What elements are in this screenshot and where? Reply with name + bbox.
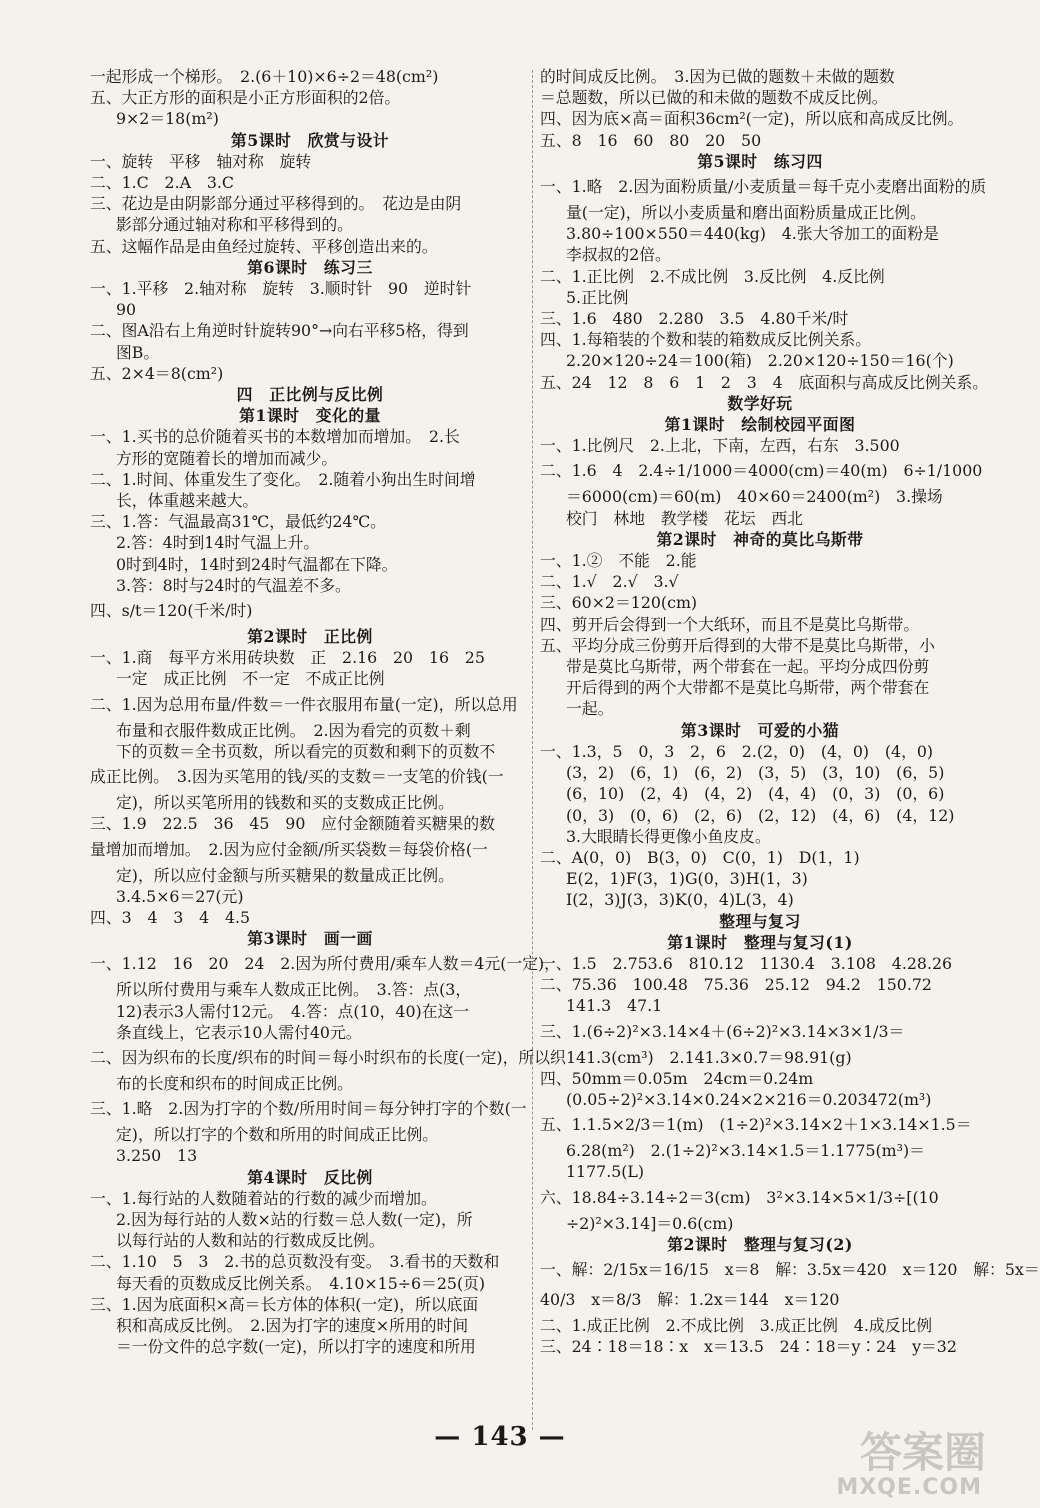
answer-line: 二、1.时间、体重发生了变化。 2.随着小狗出生时间增 xyxy=(90,469,476,489)
answer-line: 开后得到的两个大带都不是莫比乌斯带，两个带套在 xyxy=(566,678,930,698)
answer-line: 二、1.成正比例 2.不成比例 3.成正比例 4.成反比例 xyxy=(540,1315,933,1335)
answer-line: 四、因为底×高＝面积36cm²(一定)，所以底和高成反比例。 xyxy=(540,109,964,129)
answer-line: 5.正比例 xyxy=(566,287,629,307)
answer-line: 3.大眼睛长得更像小鱼皮皮。 xyxy=(566,826,771,846)
answer-line: 2.因为每行站的人数×站的行数＝总人数(一定)，所 xyxy=(116,1209,473,1229)
answer-line: 一起。 xyxy=(566,699,614,719)
answer-line: 四、50mm＝0.05m 24cm＝0.24m xyxy=(540,1068,814,1088)
answer-line: 校门 林地 教学楼 花坛 西北 xyxy=(566,508,803,528)
answer-line: 五、8 16 60 80 20 50 xyxy=(540,130,762,150)
answer-line: 90 xyxy=(116,300,137,320)
answer-line: 三、1.9 22.5 36 45 90 应付金额随着买糖果的数 xyxy=(90,814,495,834)
answer-line: 三、1.略 2.因为打字的个数/所用时间＝每分钟打字的个数(一 xyxy=(90,1099,527,1119)
answer-line: 141.3 47.1 xyxy=(566,996,663,1016)
answer-line: 定)，所以买笔所用的钱数和买的支数成正比例。 xyxy=(116,793,454,813)
answer-line: (0，3) (0，6) (2，6) (2，12) (4，6) (4，12) xyxy=(566,805,955,825)
answer-line: 三、60×2＝120(cm) xyxy=(540,593,698,613)
answer-line: E(2，1)F(3，1)G(0，3)H(1，3) xyxy=(566,869,808,889)
answer-line: 四、s/t＝120(千米/时) xyxy=(90,601,253,621)
answer-line: 一、1.平移 2.轴对称 旋转 3.顺时针 90 逆时针 xyxy=(90,279,472,299)
answer-line: ＝一份文件的总字数(一定)，所以打字的速度和所用 xyxy=(116,1337,476,1357)
answer-line: 五、这幅作品是由鱼经过旋转、平移创造出来的。 xyxy=(90,236,438,256)
answer-line: 每天看的页数成反比例关系。 4.10×15÷6＝25(页) xyxy=(116,1273,486,1293)
section-heading: 第5课时 练习四 xyxy=(697,151,823,171)
answer-line: 三、花边是由阴影部分通过平移得到的。 花边是由阴 xyxy=(90,194,462,214)
answer-line: 三、1.因为底面积×高＝长方体的体积(一定)，所以底面 xyxy=(90,1294,479,1314)
answer-line: 五、24 12 8 6 1 2 3 4 底面积与高成反比例关系。 xyxy=(540,372,989,392)
section-heading: 第2课时 整理与复习(2) xyxy=(667,1234,853,1254)
answer-line: 李叔叔的2倍。 xyxy=(566,245,671,265)
answer-line: 40/3 x＝8/3 解：1.2x＝144 x＝120 xyxy=(540,1289,840,1309)
answer-line: 以每行站的人数和站的行数成反比例。 xyxy=(116,1231,385,1251)
answer-line: ÷2)²×3.14]＝0.6(cm) xyxy=(566,1213,734,1233)
answer-line: 二、1.C 2.A 3.C xyxy=(90,173,234,193)
answer-line: 布的长度和织布的时间成正比例。 xyxy=(116,1073,353,1093)
watermark-logo: 答案圈 xyxy=(859,1428,986,1477)
section-heading: 数学好玩 xyxy=(727,393,793,413)
answer-line: 一、1.买书的总价随着买书的本数增加而增加。 2.长 xyxy=(90,427,460,447)
answer-line: 三、1.(6÷2)²×3.14×4＋(6÷2)²×3.14×3×1/3＝ xyxy=(540,1021,905,1041)
answer-line: 定)，所以应付金额与所买糖果的数量成正比例。 xyxy=(116,865,454,885)
right-column xyxy=(540,66,1040,1357)
answer-line: 9×2＝18(m²) xyxy=(116,109,219,129)
answer-line: 3.4.5×6＝27(元) xyxy=(116,886,244,906)
section-heading: 第1课时 绘制校园平面图 xyxy=(664,415,856,435)
answer-line: 一、旋转 平移 轴对称 旋转 xyxy=(90,151,312,171)
answer-line: 一、1.3，5 0，3 2，6 2.(2，0) (4，0) (4，0) xyxy=(540,741,934,761)
answer-line: I(2，3)J(3，3)K(0，4)L(3，4) xyxy=(566,890,794,910)
answer-line: 定)，所以打字的个数和所用的时间成正比例。 xyxy=(116,1125,439,1145)
answer-line: 量增加而增加。 2.因为应付金额/所买袋数＝每袋价格(一 xyxy=(90,839,488,859)
answer-line: (0.05÷2)²×3.14×0.24×2×216＝0.203472(m³) xyxy=(566,1089,932,1109)
answer-line: 六、18.84÷3.14÷2＝3(cm) 3²×3.14×5×1/3÷[(10 xyxy=(540,1187,939,1207)
answer-line: 二、因为织布的长度/织布的时间＝每小时织布的长度(一定)，所以织 xyxy=(90,1047,566,1067)
page-number: — 143 — xyxy=(434,1422,566,1452)
answer-line: 一、1.略 2.因为面粉质量/小麦质量＝每千克小麦磨出面粉的质 xyxy=(540,177,987,197)
answer-line: 一、1.每行站的人数随着站的行数的减少而增加。 xyxy=(90,1188,437,1208)
section-heading: 第3课时 可爱的小猫 xyxy=(680,720,840,740)
answer-line: 五、2×4＝8(cm²) xyxy=(90,363,224,383)
answer-line: 量(一定)，所以小麦质量和磨出面粉质量成正比例。 xyxy=(566,203,926,223)
answer-line: 2.20×120÷24＝100(箱) 2.20×120÷150＝16(个) xyxy=(566,351,954,371)
answer-line: 五、平均分成三份剪开后得到的大带不是莫比乌斯带，小 xyxy=(540,635,935,655)
answer-line: 图B。 xyxy=(116,342,160,362)
answer-line: 3.答：8时与24时的气温差不多。 xyxy=(116,575,351,595)
answer-line: 一、解：2/15x＝16/15 x＝8 解：3.5x＝420 x＝120 解：5x＝ xyxy=(540,1259,1040,1279)
answer-line: 三、24∶18＝18∶x x＝13.5 24∶18＝y∶24 y＝32 xyxy=(540,1337,957,1357)
section-heading: 四 正比例与反比例 xyxy=(236,385,384,405)
answer-line: 3.250 13 xyxy=(116,1146,198,1166)
answer-line: 带是莫比乌斯带，两个带套在一起。平均分成四份剪 xyxy=(566,657,930,677)
section-heading: 整理与复习 xyxy=(719,911,801,931)
answer-line: 12)表示3人需付12元。 4.答：点(10，40)在这一 xyxy=(116,1001,470,1021)
section-heading: 第1课时 变化的量 xyxy=(239,406,381,426)
answer-line: ＝6000(cm)＝60(m) 40×60＝2400(m²) 3.操场 xyxy=(566,487,943,507)
answer-line: 二、75.36 100.48 75.36 25.12 94.2 150.72 xyxy=(540,975,932,995)
section-heading: 第2课时 神奇的莫比乌斯带 xyxy=(656,529,864,549)
answer-line: 一、1.12 16 20 24 2.因为所付费用/乘车人数＝4元(一定)， xyxy=(90,954,560,974)
watermark-url: MXQE.COM xyxy=(836,1475,982,1500)
answer-line: 的时间成反比例。 3.因为已做的题数＋未做的题数 xyxy=(540,67,895,86)
answer-line: 0时到4时，14时到24时气温都在下降。 xyxy=(116,554,398,574)
answer-line: 141.3(cm³) 2.141.3×0.7＝98.91(g) xyxy=(566,1047,852,1067)
answer-line: 三、1.6 480 2.280 3.5 4.80千米/时 xyxy=(540,309,849,329)
answer-line: 二、1.6 4 2.4÷1/1000＝4000(cm)＝40(m) 6÷1/1000 xyxy=(540,461,983,481)
answer-line: 所以所付费用与乘车人数成正比例。 3.答：点(3， xyxy=(116,980,472,1000)
answer-line: 下的页数＝全书页数，所以看完的页数和剩下的页数不 xyxy=(116,741,496,761)
answer-line: 6.28(m²) 2.(1÷2)²×3.14×1.5＝1.1775(m³)＝ xyxy=(566,1141,925,1161)
answer-line: 条直线上，它表示10人需付40元。 xyxy=(116,1022,362,1042)
answer-line: 长，体重越来越大。 xyxy=(116,491,259,511)
answer-line: 2.答：4时到14时气温上升。 xyxy=(116,533,320,553)
answer-line: 四、剪开后会得到一个大纸环，而且不是莫比乌斯带。 xyxy=(540,614,920,634)
answer-line: 一起形成一个梯形。 2.(6＋10)×6÷2＝48(cm²) xyxy=(90,67,439,86)
answer-line: 四、1.每箱装的个数和装的箱数成反比例关系。 xyxy=(540,330,872,350)
answer-line: 二、1.正比例 2.不成比例 3.反比例 4.反比例 xyxy=(540,266,885,286)
section-heading: 第6课时 练习三 xyxy=(247,257,373,277)
answer-line: 五、1.1.5×2/3＝1(m) (1÷2)²×3.14×2＋1×3.14×1.5＝ xyxy=(540,1115,972,1135)
answer-line: (6，10) (2，4) (4，2) (4，4) (0，3) (0，6) xyxy=(566,784,945,804)
answer-line: 成正比例。 3.因为买笔用的钱/买的支数＝一支笔的价钱(一 xyxy=(90,767,504,787)
column-divider xyxy=(532,70,533,1430)
answer-line: 五、大正方形的面积是小正方形面积的2倍。 xyxy=(90,88,401,108)
answer-line: 一、1.商 每平方米用砖块数 正 2.16 20 16 25 xyxy=(90,648,485,668)
answer-line: 影部分通过轴对称和平移得到的。 xyxy=(116,215,353,235)
left-column xyxy=(90,66,566,1357)
answer-line: 二、A(0，0) B(3，0) C(0，1) D(1，1) xyxy=(540,847,860,867)
section-heading: 第1课时 整理与复习(1) xyxy=(667,932,853,952)
answer-line: 一、1.比例尺 2.上北，下南，左西，右东 3.500 xyxy=(540,436,900,456)
answer-line: 二、图A沿右上角逆时针旋转90°→向右平移5格，得到 xyxy=(90,321,469,341)
section-heading: 第2课时 正比例 xyxy=(247,627,373,647)
answer-line: 布量和衣服件数成正比例。 2.因为看完的页数＋剩 xyxy=(116,720,471,740)
answer-line: 三、1.答：气温最高31℃，最低约24℃。 xyxy=(90,512,386,532)
section-heading: 第3课时 画一画 xyxy=(247,929,373,949)
answer-line: ＝总题数，所以已做的和未做的题数不成反比例。 xyxy=(540,88,888,108)
answer-line: 四、3 4 3 4 4.5 xyxy=(90,907,251,927)
answer-line: 二、1.因为总用布量/件数＝一件衣服用布量(一定)，所以总用 xyxy=(90,694,518,714)
answer-line: 一定 成正比例 不一定 不成正比例 xyxy=(116,669,385,689)
answer-line: 积和高成反比例。 2.因为打字的速度×所用的时间 xyxy=(116,1315,469,1335)
answer-line: 方形的宽随着长的增加而减少。 xyxy=(116,448,338,468)
answer-line: 一、1.② 不能 2.能 xyxy=(540,551,697,571)
section-heading: 第4课时 反比例 xyxy=(247,1167,373,1187)
answer-line: 一、1.5 2.753.6 810.12 1130.4 3.108 4.28.26 xyxy=(540,953,953,973)
answer-line: (3，2) (6，1) (6，2) (3，5) (3，10) (6，5) xyxy=(566,763,945,783)
section-heading: 第5课时 欣赏与设计 xyxy=(230,130,390,150)
answer-line: 二、1.√ 2.√ 3.√ xyxy=(540,572,679,592)
answer-line: 3.80÷100×550＝440(kg) 4.张大爷加工的面粉是 xyxy=(566,224,939,244)
answer-line: 二、1.10 5 3 2.书的总页数没有变。 3.看书的天数和 xyxy=(90,1252,500,1272)
answer-line: 1177.5(L) xyxy=(566,1162,645,1182)
watermark xyxy=(828,1420,986,1500)
